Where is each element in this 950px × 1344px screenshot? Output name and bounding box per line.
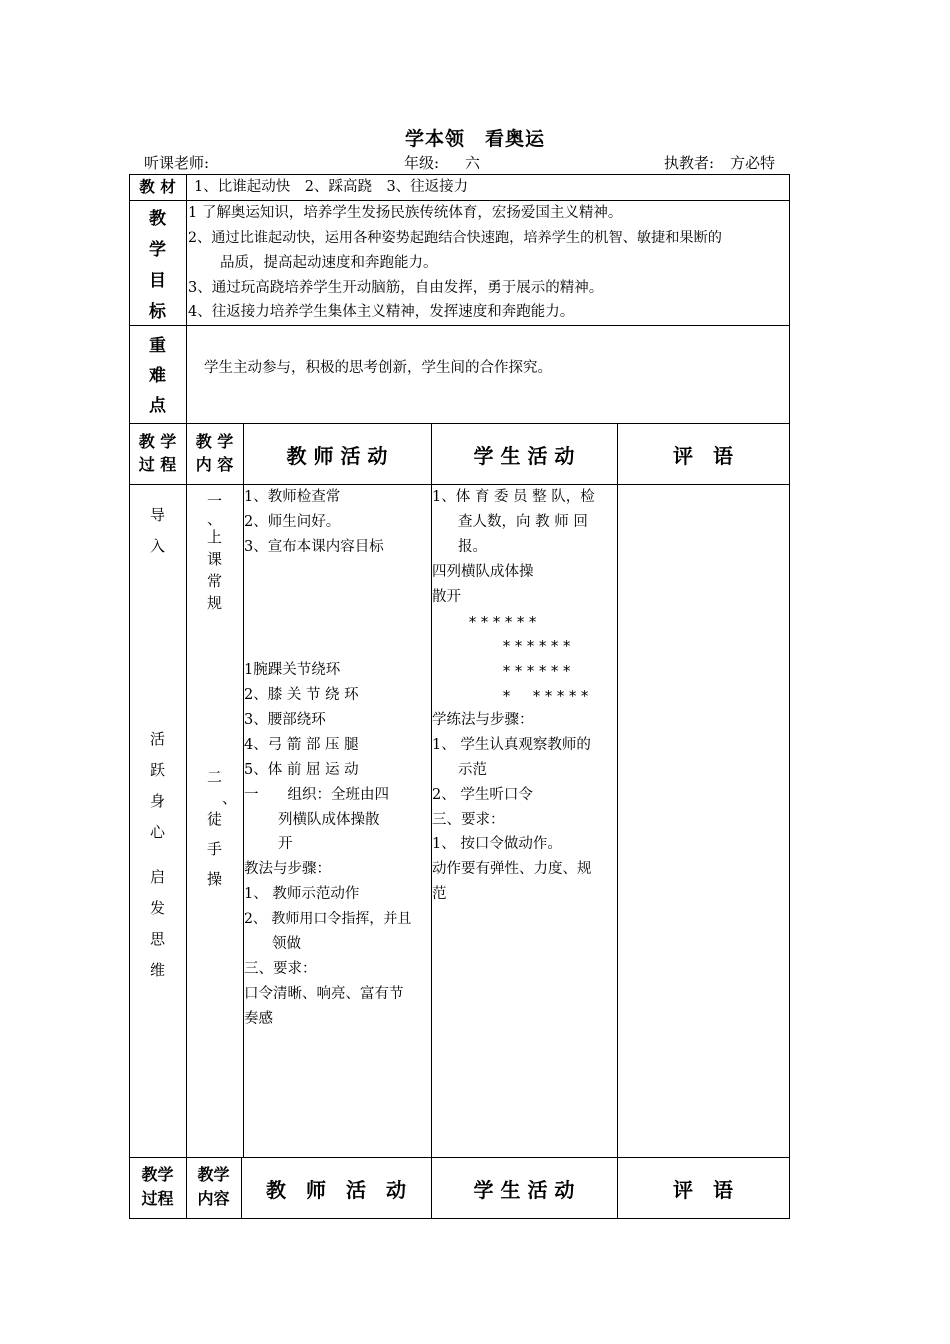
content-part2: 二 、 徒 手 操 — [206, 768, 237, 888]
difficulty-text: 学生主动参与，积极的思考创新，学生间的合作探究。 — [204, 360, 552, 376]
teacher-part2-line-5: 5、体 前 屈 运 动 — [244, 762, 359, 778]
teacher-part1-line-2: 2、师生问好。 — [244, 514, 341, 530]
header-process: 教 学 过 程 — [138, 432, 177, 474]
teacher-part2-line-11: 2、 教师用口令指挥，并且 — [244, 911, 412, 927]
footer-header-student-activity: 学 生 活 动 — [473, 1178, 575, 1202]
teacher-part2-line-4: 4、弓 箭 部 压 腿 — [244, 737, 359, 753]
student-part1-line-1: 1、体 育 委 员 整 队，检 — [432, 489, 595, 505]
header-teacher-activity: 教 师 活 动 — [286, 444, 388, 468]
material-label: 教 材 — [139, 178, 176, 196]
header-comment: 评 语 — [673, 444, 733, 468]
grade-label: 年级: — [404, 154, 440, 172]
teacher-name: 方必特 — [730, 154, 776, 172]
grade-value: 六 — [465, 154, 481, 172]
teacher-part1-line-3: 3、宣布本课内容目标 — [244, 539, 384, 555]
objectives-label: 教 学 目 标 — [149, 209, 166, 322]
objective-line-5: 4、往返接力培养学生集体主义精神，发挥速度和奔跑能力。 — [188, 304, 575, 320]
teacher-part2-line-14: 口令清晰、响亮、富有节 — [244, 986, 404, 1002]
student-part1-line-3: 报。 — [458, 539, 487, 555]
student-part2-line-5: 三、要求： — [432, 812, 505, 828]
student-part1-line-4: 四列横队成体操 — [432, 564, 534, 580]
objective-line-2: 2、通过比谁起动快，运用各种姿势起跑结合快速跑，培养学生的机智、敏捷和果断的 — [188, 230, 722, 246]
formation-row-4: * ***** — [502, 687, 593, 705]
objective-line-4: 3、通过玩高跷培养学生开动脑筋，自由发挥，勇于展示的精神。 — [188, 280, 604, 296]
listener-label: 听课老师: — [144, 154, 210, 172]
material-text: 1、比谁起动快 2、踩高跷 3、往返接力 — [194, 179, 469, 195]
student-part2-line-6: 1、 按口令做动作。 — [432, 836, 562, 852]
teacher-part2-line-10: 1、 教师示范动作 — [244, 886, 360, 902]
process-intro: 导 入 — [149, 506, 165, 555]
student-part2-line-2: 1、 学生认真观察教师的 — [432, 737, 591, 753]
student-part2-line-3: 示范 — [458, 762, 487, 778]
process-warmup: 活 跃 身 心 启 发 思 维 — [149, 730, 165, 979]
footer-header-content: 教学 内容 — [197, 1165, 230, 1208]
formation-row-2: ****** — [502, 637, 575, 655]
student-part2-line-1: 学练法与步骤： — [432, 712, 534, 728]
objective-line-3: 品质，提高起动速度和奔跑能力。 — [220, 255, 438, 271]
formation-row-3: ****** — [502, 662, 575, 680]
teacher-label: 执教者: — [664, 154, 715, 172]
student-part1-line-5: 散开 — [432, 589, 461, 605]
header-student-activity: 学 生 活 动 — [473, 444, 575, 468]
teacher-part2-line-2: 2、膝 关 节 绕 环 — [244, 687, 359, 703]
header-content: 教 学 内 容 — [195, 432, 234, 474]
teacher-part2-line-3: 3、腰部绕环 — [244, 712, 326, 728]
teacher-part2-line-7: 列横队成体操散 — [278, 812, 380, 828]
page-title: 学本领 看奥运 — [404, 128, 545, 150]
teacher-part2-line-9: 教法与步骤： — [244, 861, 331, 877]
content-part1: 一 、 上 课 常 规 — [206, 492, 222, 612]
student-part2-line-4: 2、 学生听口令 — [432, 787, 533, 803]
student-part2-line-7: 动作要有弹性、力度、规 — [432, 861, 592, 877]
teacher-part2-line-1: 1腕踝关节绕环 — [244, 662, 341, 678]
footer-header-comment: 评 语 — [673, 1178, 733, 1202]
teacher-part2-line-6: 一 组织：全班由四 — [244, 787, 389, 803]
teacher-part1-line-1: 1、教师检查常 — [244, 489, 341, 505]
student-part2-line-8: 范 — [432, 886, 447, 902]
objective-line-1: 1 了解奥运知识，培养学生发扬民族传统体育，宏扬爱国主义精神。 — [188, 205, 623, 221]
teacher-part2-line-13: 三、要求： — [244, 961, 317, 977]
difficulty-label: 重 难 点 — [149, 336, 166, 416]
footer-header-process: 教学 过程 — [141, 1165, 174, 1208]
footer-header-teacher-activity: 教 师 活 动 — [266, 1178, 406, 1202]
formation-row-1: ****** — [468, 613, 541, 631]
student-part1-line-2: 查人数，向 教 师 回 — [458, 514, 588, 530]
teacher-part2-line-15: 奏感 — [244, 1011, 273, 1027]
teacher-part2-line-12: 领做 — [272, 936, 301, 952]
teacher-part2-line-8: 开 — [278, 836, 293, 852]
